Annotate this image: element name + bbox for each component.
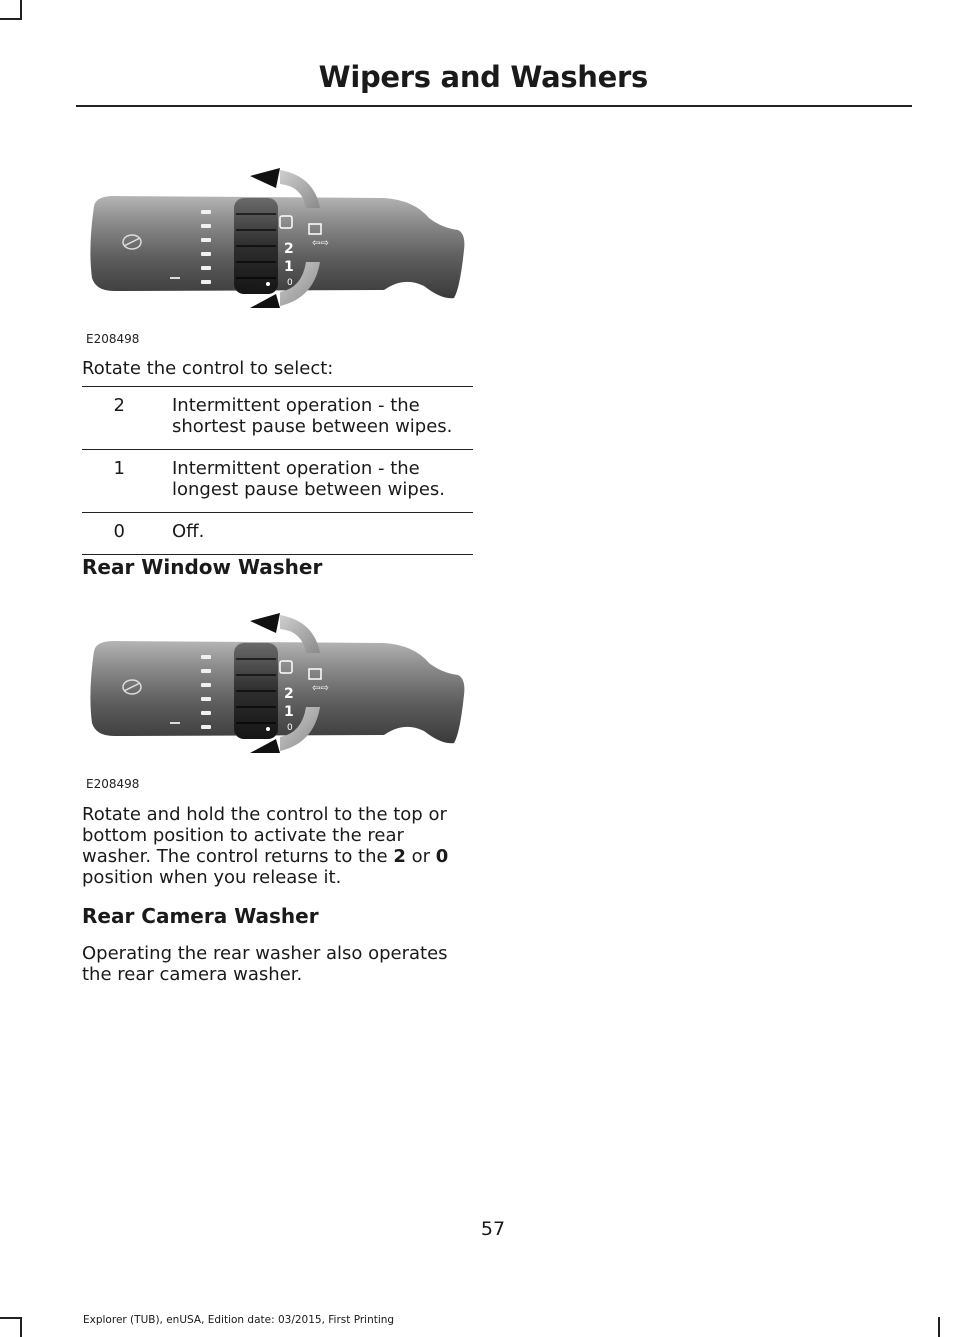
footer-text: Explorer (TUB), enUSA, Edition date: 03/2015, First Printing (83, 1314, 395, 1326)
wiper-settings-table (82, 386, 473, 555)
crop-mark (0, 1317, 22, 1319)
section-heading-rear-window-washer: Rear Window Washer (82, 555, 323, 579)
rear-window-washer-text (82, 804, 477, 888)
svg-text:⇦⇨: ⇦⇨ (312, 238, 329, 249)
crop-mark (938, 1317, 940, 1337)
section-heading-rear-camera-washer: Rear Camera Washer (82, 904, 319, 928)
rear-washer-text-part1: Rotate and hold the control to the top or bottom position to activate the rear washer. The control returns to the (82, 804, 447, 867)
stalk-mark-1: 1 (284, 259, 294, 275)
wiper-stalk-illustration (84, 603, 474, 768)
table-row (82, 387, 473, 450)
stalk-mark-0: 0 (287, 723, 293, 733)
table-row (82, 450, 473, 513)
setting-position: 1 (82, 450, 162, 513)
rear-washer-stalk-figure (84, 603, 474, 791)
crop-mark (20, 1317, 22, 1337)
figure-code: E208498 (86, 332, 140, 346)
figure-code: E208498 (86, 777, 140, 791)
setting-description: Intermittent operation - the longest pause between wipes. (162, 450, 473, 513)
crop-mark (20, 0, 22, 18)
setting-position: 0 (82, 513, 162, 555)
svg-text:⇦⇨: ⇦⇨ (312, 683, 329, 694)
table-row (82, 513, 473, 555)
rear-camera-washer-text: Operating the rear washer also operates the rear camera washer. (82, 943, 448, 985)
stalk-mark-1: 1 (284, 704, 294, 720)
setting-position: 2 (82, 387, 162, 450)
page-title: Wipers and Washers (318, 60, 648, 94)
title-rule (76, 105, 912, 107)
intro-text: Rotate the control to select: (82, 358, 334, 379)
wiper-stalk-illustration (84, 158, 474, 323)
stalk-mark-2: 2 (284, 241, 294, 257)
setting-description: Intermittent operation - the shortest pause between wipes. (162, 387, 473, 450)
page-number: 57 (480, 1218, 506, 1240)
stalk-mark-0: 0 (287, 278, 293, 288)
stalk-mark-2: 2 (284, 686, 294, 702)
position-0-label: 0 (435, 846, 449, 867)
crop-mark (0, 18, 22, 20)
setting-description: Off. (162, 513, 473, 555)
rear-washer-text-or: or (405, 846, 436, 867)
rear-washer-text-part2: position when you release it. (82, 867, 342, 888)
position-2-label: 2 (393, 846, 406, 867)
wiper-stalk-figure (84, 158, 474, 346)
